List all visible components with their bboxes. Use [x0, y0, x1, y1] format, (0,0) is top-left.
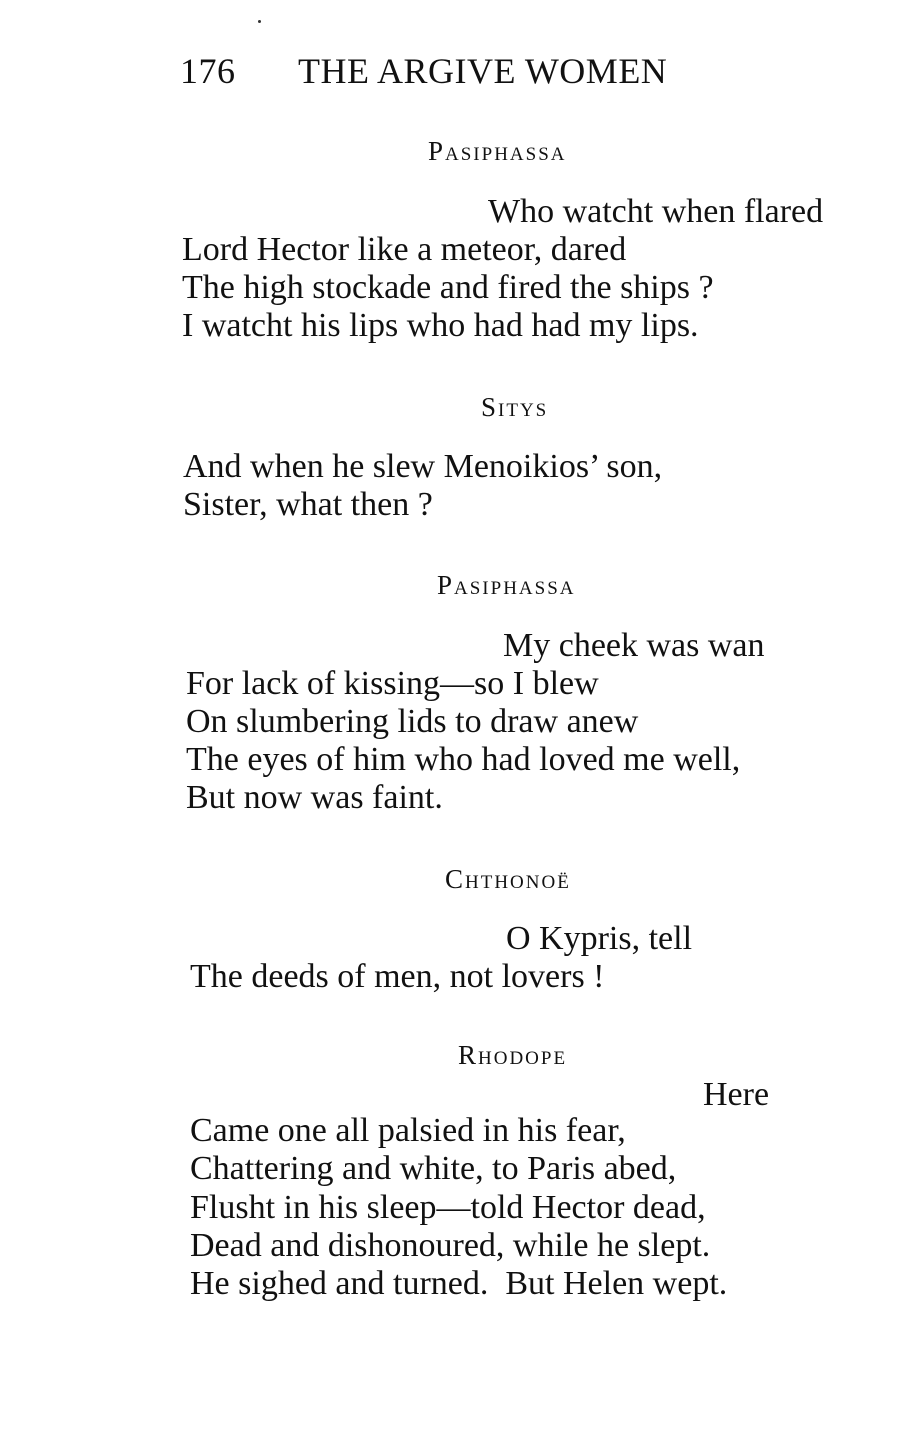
verse-line: On slumbering lids to draw anew: [186, 703, 639, 740]
verse-line: And when he slew Menoikios’ son,: [183, 448, 663, 485]
page-number: 176: [180, 51, 236, 91]
verse-line: I watcht his lips who had had my lips.: [182, 307, 699, 344]
verse-line: But now was faint.: [186, 779, 443, 816]
verse-line: Sister, what then ?: [183, 486, 433, 523]
running-head: [180, 50, 667, 92]
verse-line: For lack of kissing—so I blew: [186, 665, 599, 702]
verse-line: Lord Hector like a meteor, dared: [182, 231, 627, 268]
verse-line: Who watcht when flared: [488, 193, 824, 230]
verse-line: He sighed and turned. But Helen wept.: [190, 1265, 728, 1302]
verse-line: The eyes of him who had loved me well,: [186, 741, 741, 778]
print-speck: [258, 20, 261, 23]
verse-line: Came one all palsied in his fear,: [190, 1112, 626, 1149]
running-title: THE ARGIVE WOMEN: [298, 51, 668, 91]
verse-line: Dead and dishonoured, while he slept.: [190, 1227, 711, 1264]
verse-line: My cheek was wan: [503, 627, 765, 664]
verse-line: Flusht in his sleep—told Hector dead,: [190, 1189, 706, 1226]
speaker-name: Pasiphassa: [428, 136, 567, 166]
verse-line: Here: [703, 1076, 770, 1113]
verse-line: The deeds of men, not lovers !: [190, 958, 605, 995]
speaker-name: Chthonoë: [445, 864, 571, 894]
speaker-name: Sitys: [481, 392, 549, 422]
verse-line: The high stockade and fired the ships ?: [182, 269, 714, 306]
speaker-name: Rhodope: [458, 1040, 568, 1070]
verse-line: O Kypris, tell: [506, 920, 693, 957]
speaker-name: Pasiphassa: [437, 570, 576, 600]
verse-line: Chattering and white, to Paris abed,: [190, 1150, 677, 1187]
